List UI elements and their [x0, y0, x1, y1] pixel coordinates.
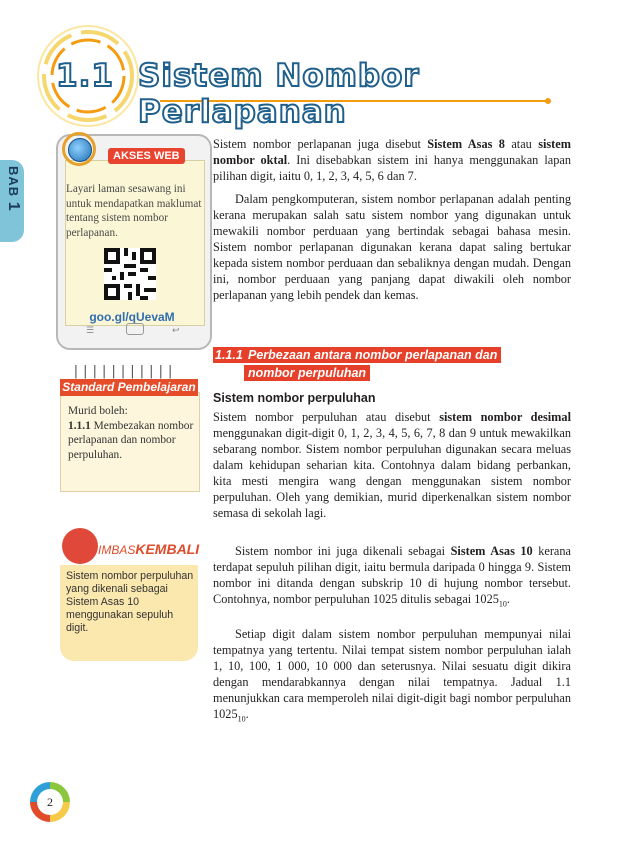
subsection-title-line1: Perbezaan antara nombor perlapanan dan [244, 347, 501, 363]
heading-decimal: Sistem nombor perpuluhan [213, 391, 376, 405]
akses-web-badge: AKSES WEB [108, 148, 185, 164]
phone-buttons [86, 326, 186, 338]
home-icon [126, 323, 144, 335]
subsection-number: 1.1.1 [213, 347, 245, 363]
subsection-title-line2: nombor perpuluhan [244, 365, 370, 381]
standard-banner: Standard Pembelajaran [60, 379, 198, 396]
notepad-rings: ||||||||||| [72, 364, 176, 379]
paragraph-place-value: Setiap digit dalam sistem nombor perpuluhan mempunyai nilai tempatnya yang tertentu. Nilai tempat sistem nombor perpuluhan ialah 1, 10, 100, 1 000, 10 000 dan seterusnya. Nilai sesuatu digit dikira dengan mendarabkannya dengan nilai tempatnya. Jadual 1.1 menunjukkan cara memperoleh nilai digit-digit bagi nombor perpuluhan $1025_{10}$. [213, 627, 571, 724]
section-title: Sistem Nombor Perlapanan [138, 58, 420, 130]
qr-code-icon[interactable] [104, 248, 156, 300]
page-number: 2 [37, 789, 63, 815]
paragraph-computing: Dalam pengkomputeran, sistem nombor perlapanan adalah penting kerana merupakan salah satu sistem nombor yang digunakan untuk mewakili nombor perduaan yang bertindak sebagai bahasa mesin. Sistem nombor perlapanan digunakan kerana dapat saling bertukar kepada sistem nombor perduaan dan sebaliknya dengan mudah. Dengan ini, nombor perduaan yang panjang dapat diwakili oleh nombor perlapanan yang lebih pendek dan kemas. [213, 192, 571, 302]
menu-icon: ☰ [86, 326, 95, 336]
section-number: 1.1 [56, 58, 114, 94]
akses-web-url[interactable]: goo.gl/qUevaM [89, 310, 175, 324]
imbas-kembali-text: Sistem nombor perpuluhan yang dikenali sebagai Sistem Asas 10 menggunakan sepuluh digit. [66, 570, 194, 634]
back-icon: ↩ [172, 326, 180, 336]
paragraph-decimal: Sistem nombor perpuluhan atau disebut sistem nombor desimal menggunakan digit-digit 0, 1, 2, 3, 4, 5, 6, 7, 8 dan 9 untuk mewakilkan sebarang nombor. Sistem nombor perpuluhan digunakan secara meluas dalam kehidupan seharian kita. Contohnya dalam bidang perbankan, kita mesti mengira wang dengan menggunakan sistem nombor perpuluhan. Oleh yang demikian, murid diperkenalkan sistem nombor semasa di sekolah lagi. [213, 410, 571, 520]
globe-icon [68, 138, 92, 162]
paragraph-base10: Sistem nombor ini juga dikenali sebagai Sistem Asas 10 kerana terdapat sepuluh pilihan digit, iaitu bermula daripada 0 hingga 9. Sistem nombor ini ditanda dengan subskrip 10 di hujung nombor tersebut. Contohnya, nombor perpuluhan 1025 ditulis sebagai $1025_{10}$. [213, 544, 571, 609]
paragraph-intro: Sistem nombor perlapanan juga disebut Sistem Asas 8 atau sistem nombor oktal. Ini disebabkan sistem ini hanya menggunakan lapan pilihan digit, iaitu 0, 1, 2, 3, 4, 5, 6 dan 7. [213, 137, 571, 183]
akses-web-text: Layari laman sesawang ini untuk mendapatkan maklumat tentang sistem nombor perlapanan. [66, 183, 202, 239]
imbas-kembali-icon [62, 528, 98, 564]
standard-text: Murid boleh: 1.1.1 Membezakan nombor perlapanan dan nombor perpuluhan. [68, 405, 194, 461]
imbas-kembali-label: IMBASKEMBALI [98, 541, 200, 557]
chapter-label: BAB 1 [5, 166, 22, 212]
